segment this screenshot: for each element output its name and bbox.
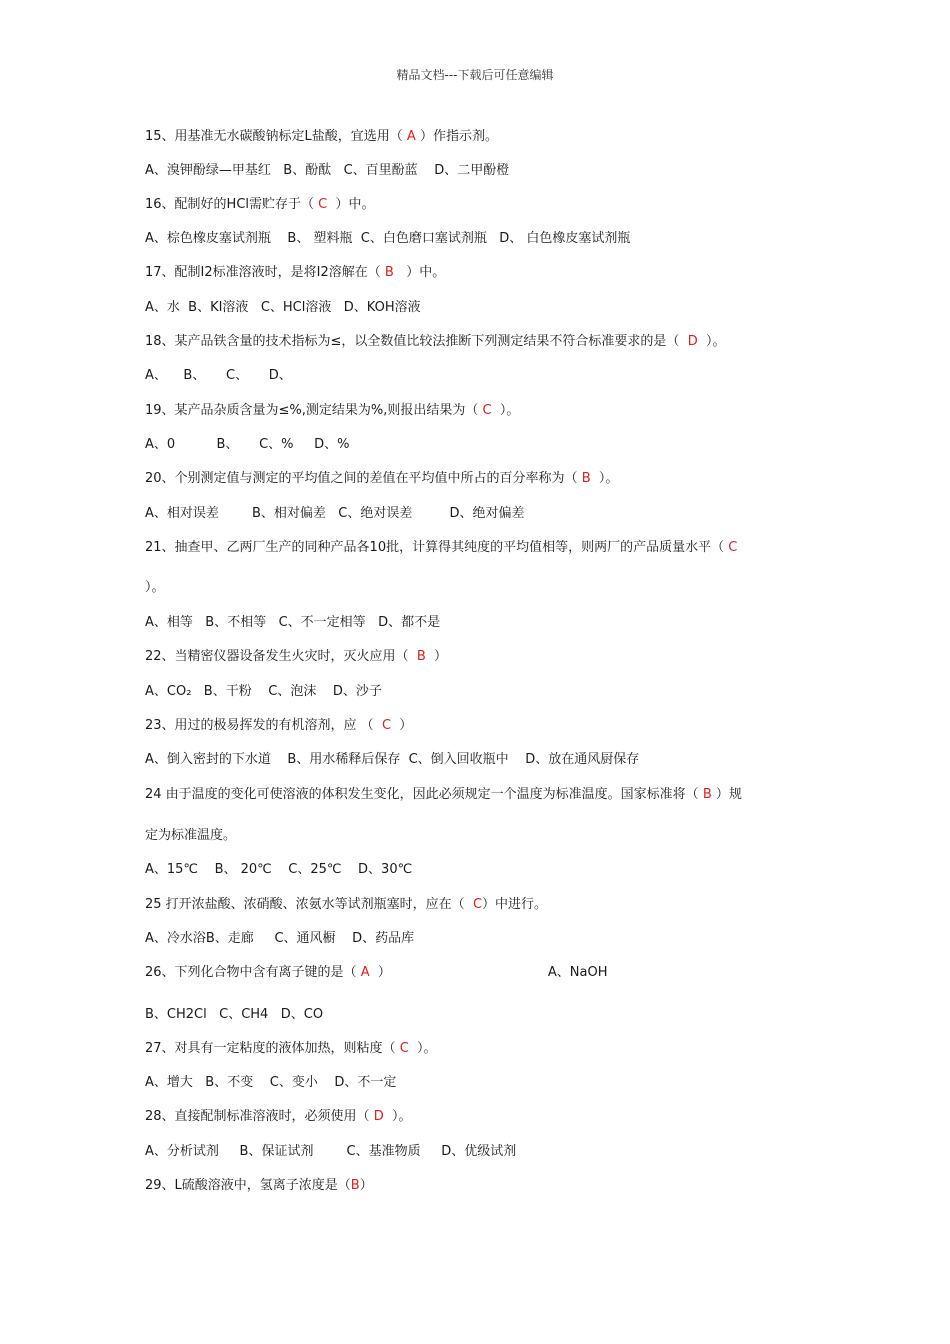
answer-mark: A — [360, 965, 370, 980]
line-text: ）作指示剂。 — [415, 129, 498, 144]
answer-mark: C — [381, 718, 392, 733]
answer-mark: B — [384, 265, 394, 280]
text-line — [145, 828, 236, 844]
line-text: 22、当精密仪器设备发生火灾时，灭火应用（ — [145, 649, 417, 664]
line-text: A、0 B、 C、% D、% — [145, 437, 350, 452]
line-text: 17、配制I2标准溶液时，是将I2溶解在（ — [145, 265, 385, 280]
text-line — [145, 787, 742, 803]
line-text: ）。 — [145, 580, 165, 595]
page-header: 精品文档---下载后可任意编辑 — [396, 68, 554, 82]
text-line — [145, 129, 498, 145]
text-line — [145, 752, 639, 768]
line-text: 18、某产品铁含量的技术指标为≤，以全数值比较法推断下列测定结果不符合标准要求的是（ — [145, 334, 688, 349]
line-text: ）。 — [491, 403, 520, 418]
line-text: A、15℃ B、 20℃ C、25℃ D、30℃ — [145, 862, 413, 877]
text-line — [145, 718, 412, 734]
answer-mark: C — [399, 1041, 409, 1056]
line-text: A、水 B、KI溶液 C、HCl溶液 D、KOH溶液 — [145, 300, 421, 315]
answer-mark: C — [318, 197, 328, 212]
line-text: 29、L硫酸溶液中，氢离子浓度是（ — [145, 1178, 351, 1193]
text-line — [145, 471, 618, 487]
line-text: 定为标准温度。 — [145, 828, 237, 843]
answer-mark: C — [728, 540, 738, 555]
text-line — [145, 1075, 396, 1091]
line-text: 24 由于温度的变化可使溶液的体积发生变化，因此必须规定一个温度为标准温度。国家标准将（ — [145, 787, 703, 802]
line-text: A、相对误差 B、相对偏差 C、绝对误差 D、绝对偏差 — [145, 506, 525, 521]
answer-mark: B — [581, 471, 591, 486]
line-text: 28、直接配制标准溶液时，必须使用（ — [145, 1109, 374, 1124]
line-text: A、冷水浴B、走廊 C、通风橱 D、药品库 — [145, 931, 415, 946]
text-line — [145, 334, 725, 350]
text-line — [145, 580, 165, 596]
line-text: A、分析试剂 B、保证试剂 C、基准物质 D、优级试剂 — [145, 1144, 517, 1159]
line-text: 21、抽查甲、乙两厂生产的同种产品各10批，计算得其纯度的平均值相等，则两厂的产品质量水平（ — [145, 540, 729, 555]
text-line — [145, 1109, 411, 1125]
line-text: ） — [391, 718, 413, 733]
line-text: ） — [425, 649, 447, 664]
line-text: A、倒入密封的下水道 B、用水稀释后保存 C、倒入回收瓶中 D、放在通风厨保存 — [145, 752, 640, 767]
text-line — [145, 931, 414, 947]
line-text: ）。 — [590, 471, 619, 486]
answer-mark: A — [406, 129, 416, 144]
text-line — [145, 965, 607, 981]
text-line — [145, 862, 412, 878]
answer-mark: B — [416, 649, 426, 664]
line-text: A、相等 B、不相等 C、不一定相等 D、都不是 — [145, 615, 441, 630]
text-line — [145, 684, 382, 700]
line-text: ）规 — [711, 787, 742, 802]
line-text: ） A、NaOH — [369, 965, 608, 980]
text-line — [145, 649, 447, 665]
line-text: ） — [359, 1178, 373, 1193]
answer-mark: B — [350, 1178, 360, 1193]
text-line — [145, 1178, 373, 1194]
answer-mark: D — [373, 1109, 384, 1124]
text-line — [145, 615, 440, 631]
text-line — [145, 897, 547, 913]
line-text: ）中。 — [327, 197, 375, 212]
line-text: A、棕色橡皮塞试剂瓶 B、 塑料瓶 C、白色磨口塞试剂瓶 D、 白色橡皮塞试剂瓶 — [145, 231, 631, 246]
line-text: 15、用基准无水碳酸钠标定L盐酸，宜选用（ — [145, 129, 407, 144]
line-text: A、溴钾酚绿—甲基红 B、酚酞 C、百里酚蓝 D、二甲酚橙 — [145, 163, 510, 178]
text-line — [145, 403, 519, 419]
text-line — [145, 1007, 323, 1023]
line-text: ）。 — [697, 334, 726, 349]
line-text: ）中进行。 — [482, 897, 548, 912]
text-line — [145, 437, 350, 453]
text-line — [145, 1041, 437, 1057]
line-text: 27、对具有一定粘度的液体加热，则粘度（ — [145, 1041, 400, 1056]
text-line — [145, 368, 292, 384]
text-line — [145, 540, 737, 556]
line-text: ）。 — [408, 1041, 437, 1056]
answer-mark: C — [482, 403, 492, 418]
answer-mark: B — [702, 787, 712, 802]
answer-mark: C — [472, 897, 483, 912]
text-line — [145, 265, 445, 281]
answer-mark: D — [687, 334, 698, 349]
line-text: ）。 — [383, 1109, 412, 1124]
line-text: A、 B、 C、 D、 — [145, 368, 292, 383]
line-text: A、增大 B、不变 C、变小 D、不一定 — [145, 1075, 397, 1090]
line-text: 25 打开浓盐酸、浓硝酸、浓氨水等试剂瓶塞时，应在（ — [145, 897, 473, 912]
text-line — [145, 300, 421, 316]
line-text: 19、某产品杂质含量为≤%,测定结果为%,则报出结果为（ — [145, 403, 483, 418]
text-line — [145, 1144, 516, 1160]
line-text: 20、个别测定值与测定的平均值之间的差值在平均值中所占的百分率称为（ — [145, 471, 582, 486]
text-line — [145, 197, 374, 213]
line-text: A、CO₂ B、干粉 C、泡沫 D、沙子 — [145, 684, 382, 699]
line-text: ）中。 — [393, 265, 446, 280]
line-text: 26、下列化合物中含有离子键的是（ — [145, 965, 361, 980]
line-text: B、CH2Cl C、CH4 D、CO — [145, 1007, 324, 1022]
line-text: 23、用过的极易挥发的有机溶剂，应 （ — [145, 718, 382, 733]
text-line — [145, 231, 630, 247]
text-line — [145, 506, 525, 522]
line-text: 16、配制好的HCl需贮存于（ — [145, 197, 319, 212]
text-line — [145, 163, 509, 179]
